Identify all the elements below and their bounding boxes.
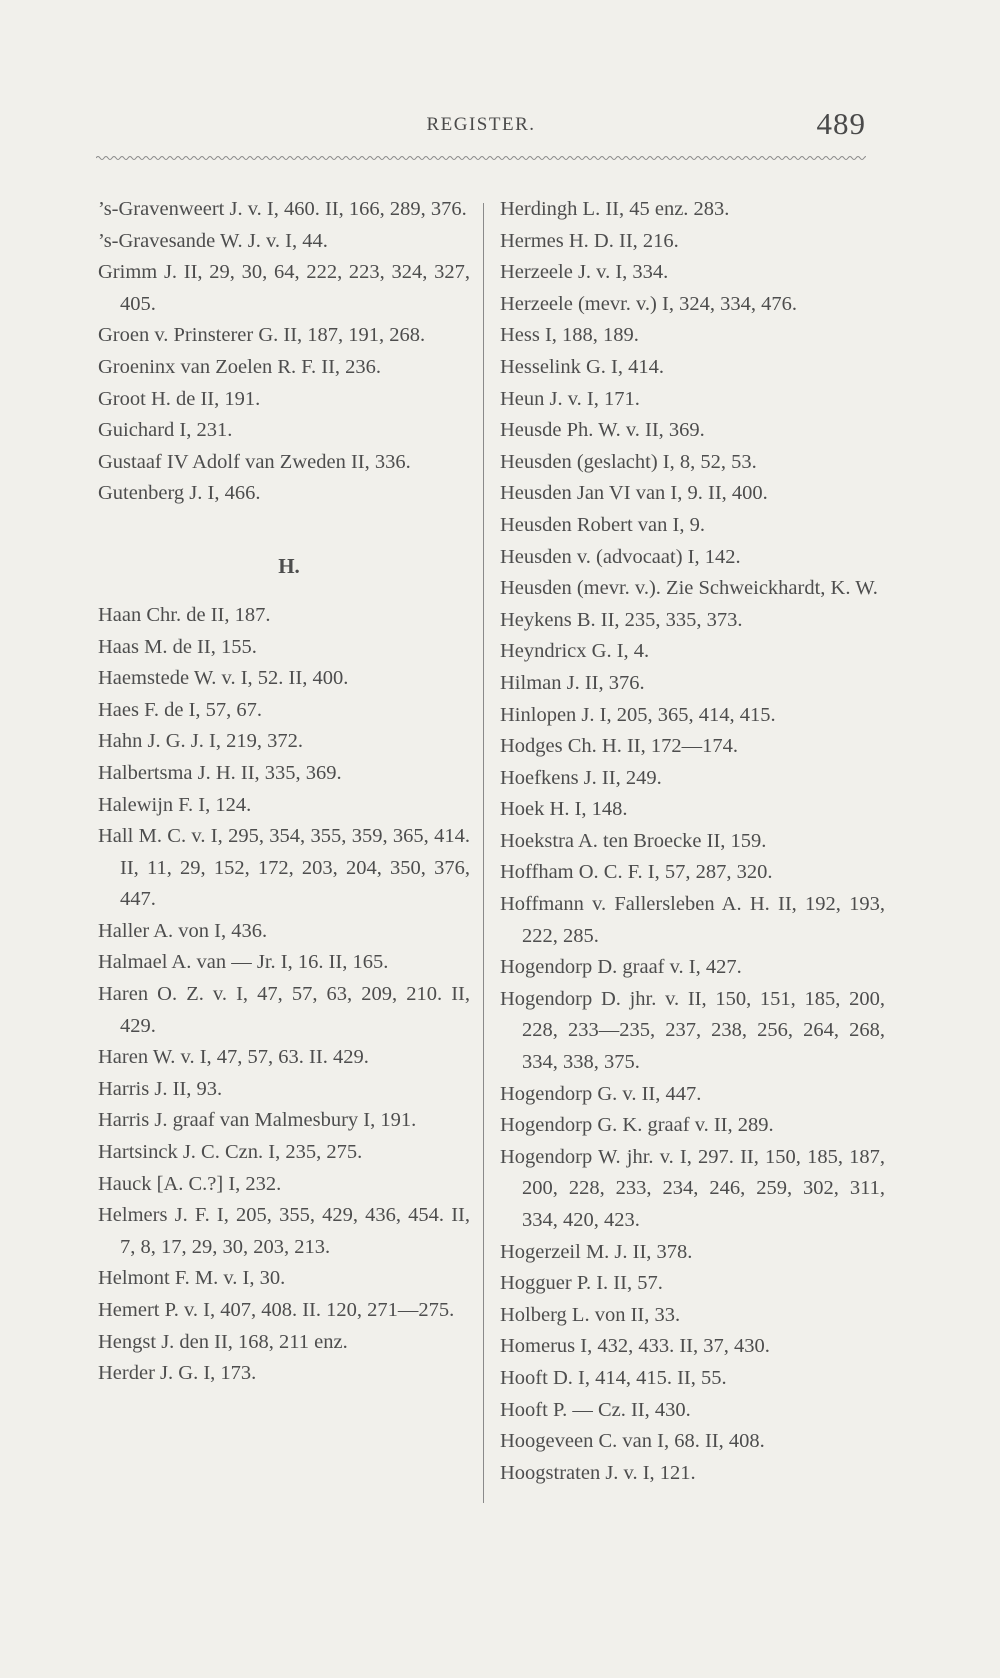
index-entry: Heykens B. II, 235, 335, 373.	[500, 608, 743, 631]
index-entry: Hinlopen J. I, 205, 365, 414, 415.	[500, 703, 776, 726]
index-entry: Halbertsma J. H. II, 335, 369.	[98, 761, 342, 784]
index-entry: Hoffmann v. Fallersleben A. H. II, 192, 193, 222, 285.	[500, 893, 885, 947]
entry-list-g	[98, 194, 470, 510]
index-entry: Hooft P. — Cz. II, 430.	[500, 1398, 691, 1421]
index-entry: Heusden (mevr. v.). Zie Schweickhardt, K. W.	[500, 577, 878, 600]
index-entry: Heusden (geslacht) I, 8, 52, 53.	[500, 450, 757, 473]
index-entry: Gutenberg J. I, 466.	[98, 482, 261, 505]
index-entry: Holberg L. von II, 33.	[500, 1303, 681, 1326]
index-entry: Herzeele J. v. I, 334.	[500, 261, 669, 284]
index-entry: Guichard I, 231.	[98, 419, 233, 442]
index-entry: Halewijn F. I, 124.	[98, 793, 252, 816]
index-entry: Helmont F. M. v. I, 30.	[98, 1267, 286, 1290]
index-entry: Hall M. C. v. I, 295, 354, 355, 359, 365, 414. II, 11, 29, 152, 172, 203, 204, 350, 376, 447.	[98, 825, 470, 911]
index-entry: Helmers J. F. I, 205, 355, 429, 436, 454. II, 7, 8, 17, 29, 30, 203, 213.	[98, 1204, 470, 1258]
index-entry: Harris J. graaf van Malmesbury I, 191.	[98, 1109, 417, 1132]
index-entry: Harris J. II, 93.	[98, 1077, 223, 1100]
right-column	[500, 194, 885, 1489]
index-entry: Groot H. de II, 191.	[98, 387, 261, 410]
index-entry: Homerus I, 432, 433. II, 37, 430.	[500, 1335, 770, 1358]
index-entry: Hogendorp G. v. II, 447.	[500, 1082, 702, 1105]
index-entry: Hilman J. II, 376.	[500, 671, 645, 694]
index-entry: Haas M. de II, 155.	[98, 635, 257, 658]
index-entry: Hartsinck J. C. Czn. I, 235, 275.	[98, 1141, 363, 1164]
index-entry: Hoek H. I, 148.	[500, 798, 628, 821]
index-entry: Hauck [A. C.?] I, 232.	[98, 1172, 282, 1195]
index-entry: Heusden Jan VI van I, 9. II, 400.	[500, 482, 768, 505]
index-entry: Hoekstra A. ten Broecke II, 159.	[500, 829, 767, 852]
index-entry: Haren O. Z. v. I, 47, 57, 63, 209, 210. II, 429.	[98, 983, 470, 1037]
index-entry: Herdingh L. II, 45 enz. 283.	[500, 198, 730, 220]
index-entry: Hogerzeil M. J. II, 378.	[500, 1240, 693, 1263]
index-entry: Heun J. v. I, 171.	[500, 387, 640, 410]
index-entry: Haemstede W. v. I, 52. II, 400.	[98, 667, 349, 690]
index-entry: Heusde Ph. W. v. II, 369.	[500, 419, 705, 442]
index-entry: Hogendorp W. jhr. v. I, 297. II, 150, 185, 187, 200, 228, 233, 234, 246, 259, 302, 311, 334, 420, 423.	[500, 1145, 885, 1231]
page-title: REGISTER.	[426, 114, 536, 135]
index-entry: Hoogeveen C. van I, 68. II, 408.	[500, 1430, 765, 1453]
index-entry: Hermes H. D. II, 216.	[500, 229, 679, 252]
entry-list-h	[98, 600, 470, 1390]
index-entry: Hoffham O. C. F. I, 57, 287, 320.	[500, 861, 773, 884]
decorative-wavy-rule	[96, 155, 866, 161]
index-entry: Grimm J. II, 29, 30, 64, 222, 223, 324, 327, 405.	[98, 261, 470, 315]
column-divider	[483, 203, 484, 1503]
index-entry: Hesselink G. I, 414.	[500, 355, 664, 378]
index-entry: Halmael A. van — Jr. I, 16. II, 165.	[98, 951, 389, 974]
index-entry: Herder J. G. I, 173.	[98, 1362, 257, 1385]
index-entry: Groeninx van Zoelen R. F. II, 236.	[98, 355, 382, 378]
index-entry: Hogendorp D. graaf v. I, 427.	[500, 956, 742, 979]
left-column	[98, 194, 470, 1390]
index-entry: Hemert P. v. I, 407, 408. II. 120, 271—275.	[98, 1299, 455, 1321]
index-entry: Groen v. Prinsterer G. II, 187, 191, 268.	[98, 324, 426, 347]
index-entry: Heyndricx G. I, 4.	[500, 640, 650, 663]
index-entry: Herzeele (mevr. v.) I, 324, 334, 476.	[500, 292, 797, 315]
index-entry: Hoogstraten J. v. I, 121.	[500, 1461, 696, 1484]
index-entry: Haes F. de I, 57, 67.	[98, 698, 263, 721]
index-entry: Hess I, 188, 189.	[500, 324, 639, 347]
index-entry: Haren W. v. I, 47, 57, 63. II. 429.	[98, 1046, 369, 1069]
index-entry: Hogendorp G. K. graaf v. II, 289.	[500, 1114, 774, 1137]
index-entry: Haan Chr. de II, 187.	[98, 603, 271, 626]
index-entry: ’s-Gravenweert J. v. I, 460. II, 166, 289, 376.	[98, 198, 467, 220]
section-heading: H.	[278, 553, 300, 578]
index-entry: Hogguer P. I. II, 57.	[500, 1272, 663, 1295]
page-number: 489	[816, 106, 866, 141]
index-entry: Heusden v. (advocaat) I, 142.	[500, 545, 741, 568]
running-head	[96, 106, 866, 146]
index-entry: Hoefkens J. II, 249.	[500, 766, 662, 789]
index-entry: Hodges Ch. H. II, 172—174.	[500, 735, 739, 758]
index-entry: Hogendorp D. jhr. v. II, 150, 151, 185, 200, 228, 233—235, 237, 238, 256, 264, 268, 334, 338, 375.	[500, 987, 885, 1074]
index-entry: Hooft D. I, 414, 415. II, 55.	[500, 1366, 727, 1389]
index-entry: Haller A. von I, 436.	[98, 919, 268, 942]
index-entry: Hahn J. G. J. I, 219, 372.	[98, 730, 303, 753]
index-entry: ’s-Gravesande W. J. v. I, 44.	[98, 229, 328, 252]
index-entry: Heusden Robert van I, 9.	[500, 513, 705, 536]
index-entry: Hengst J. den II, 168, 211 enz.	[98, 1330, 348, 1353]
index-entry: Gustaaf IV Adolf van Zweden II, 336.	[98, 450, 411, 473]
